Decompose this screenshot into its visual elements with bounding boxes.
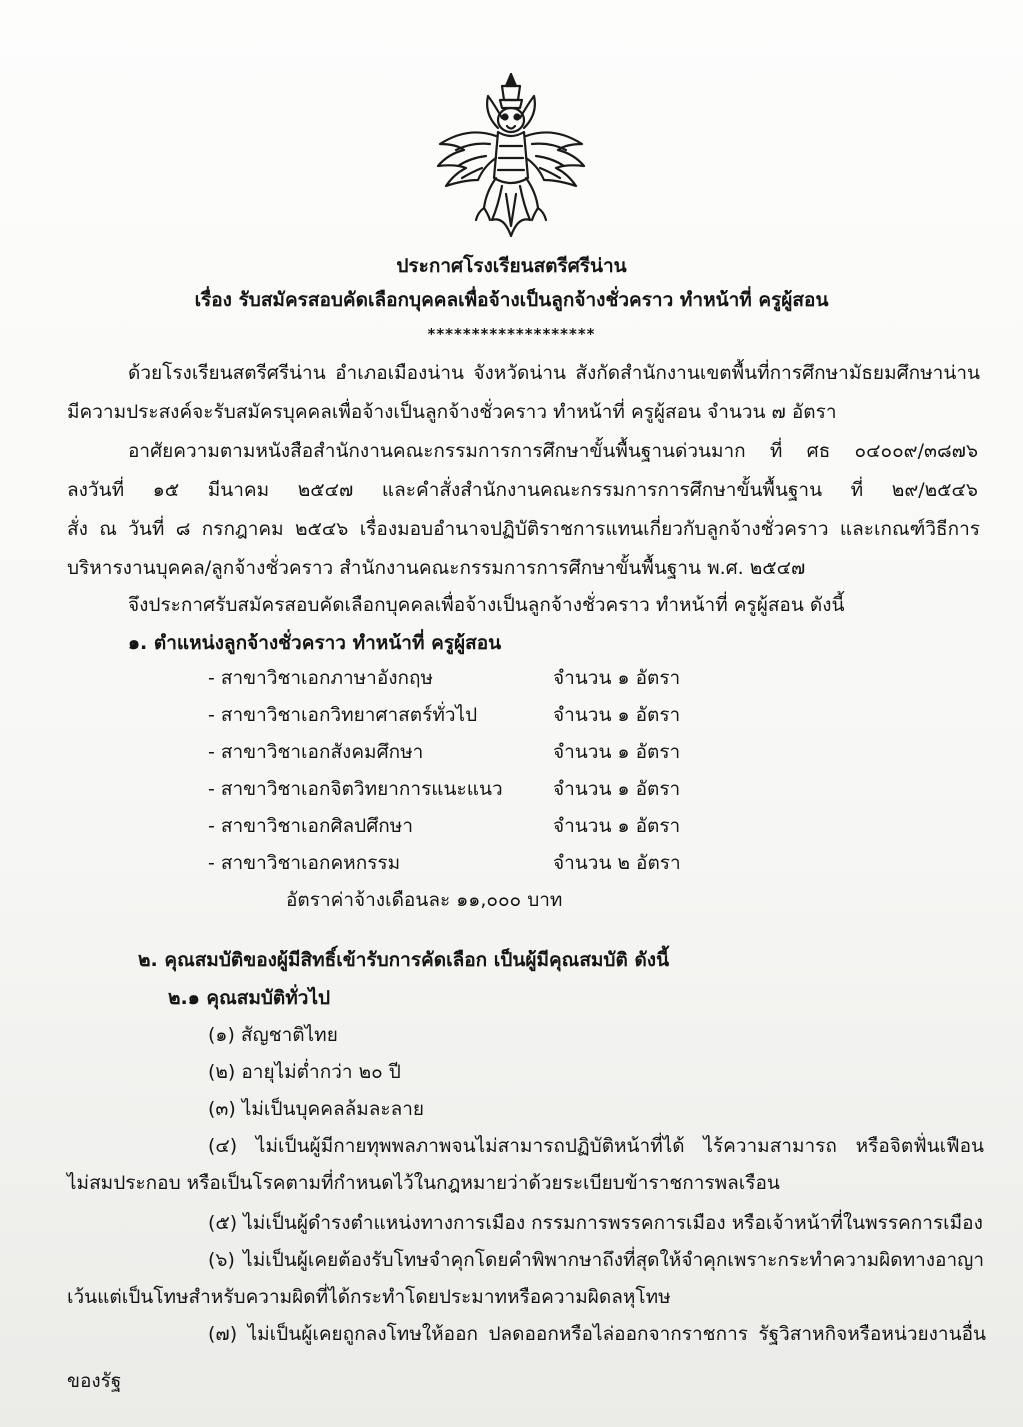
paragraph-2-line-4: บริหารงานบุคคล/ลูกจ้างชั่วคราว สำนักงานคณะกรรมการการศึกษาขั้นพื้นฐาน พ.ศ. ๒๕๔๗	[67, 557, 806, 579]
position-count: จำนวน ๑ อัตรา	[553, 778, 681, 800]
position-subject: - สาขาวิชาเอกสังคมศึกษา	[208, 741, 424, 763]
paragraph-2-line-2: ลงวันที่ ๑๕ มีนาคม ๒๕๔๗ และคำสั่งสำนักงานคณะกรรมการการศึกษาขั้นพื้นฐาน ที่ ๒๙/๒๕๔๖	[67, 479, 978, 501]
paragraph-2-line-1: อาศัยความตามหนังสือสำนักงานคณะกรรมการการศึกษาขั้นพื้นฐานด่วนมาก ที่ ศธ ๐๔๐๐๙/๓๘๗๖	[128, 440, 978, 462]
position-count: จำนวน ๑ อัตรา	[553, 741, 681, 763]
qualification-6-line-1: (๖) ไม่เป็นผู้เคยต้องรับโทษจำคุกโดยคำพิพากษาถึงที่สุดให้จำคุกเพราะกระทำความผิดทางอาญา	[208, 1249, 984, 1271]
section-2-heading: ๒. คุณสมบัติของผู้มีสิทธิ์เข้ารับการคัดเลือก เป็นผู้มีคุณสมบัติ ดังนี้	[138, 949, 670, 971]
paragraph-1-line-2: มีความประสงค์จะรับสมัครบุคคลเพื่อจ้างเป็นลูกจ้างชั่วคราว ทำหน้าที่ ครูผู้สอน จำนวน ๗ อัตรา	[67, 401, 837, 423]
garuda-emblem-icon	[432, 70, 590, 242]
salary-line: อัตราค่าจ้างเดือนละ ๑๑,๐๐๐ บาท	[286, 889, 563, 911]
qualification-2: (๒) อายุไม่ต่ำกว่า ๒๐ ปี	[208, 1061, 401, 1083]
announcement-subject: เรื่อง รับสมัครสอบคัดเลือกบุคคลเพื่อจ้างเป็นลูกจ้างชั่วคราว ทำหน้าที่ ครูผู้สอน	[194, 289, 829, 311]
qualification-6-line-2: เว้นแต่เป็นโทษสำหรับความผิดที่ได้กระทำโดยประมาทหรือความผิดลหุโทษ	[67, 1286, 671, 1308]
qualification-1: (๑) สัญชาติไทย	[208, 1024, 338, 1046]
qualification-7-line-1: (๗) ไม่เป็นผู้เคยถูกลงโทษให้ออก ปลดออกหรือไล่ออกจากราชการ รัฐวิสาหกิจหรือหน่วยงานอื่น	[208, 1323, 986, 1345]
paragraph-1-line-1: ด้วยโรงเรียนสตรีศรีน่าน อำเภอเมืองน่าน จังหวัดน่าน สังกัดสำนักงานเขตพื้นที่การศึกษามัธยมศึกษาน่าน	[128, 362, 980, 384]
position-count: จำนวน ๒ อัตรา	[553, 852, 681, 874]
position-subject: - สาขาวิชาเอกภาษาอังกฤษ	[208, 667, 434, 689]
position-subject: - สาขาวิชาเอกจิตวิทยาการแนะแนว	[208, 778, 503, 800]
position-subject: - สาขาวิชาเอกคหกรรม	[208, 852, 401, 874]
section-2-1-heading: ๒.๑ คุณสมบัติทั่วไป	[168, 987, 331, 1009]
qualification-3: (๓) ไม่เป็นบุคคลล้มละลาย	[208, 1098, 425, 1120]
position-subject: - สาขาวิชาเอกศิลปศึกษา	[208, 815, 413, 837]
qualification-7-line-2: ของรัฐ	[67, 1370, 122, 1392]
position-count: จำนวน ๑ อัตรา	[553, 667, 681, 689]
position-subject: - สาขาวิชาเอกวิทยาศาสตร์ทั่วไป	[208, 704, 478, 726]
announcement-title: ประกาศโรงเรียนสตรีศรีน่าน	[396, 255, 627, 277]
position-count: จำนวน ๑ อัตรา	[553, 704, 681, 726]
qualification-4-line-2: ไม่สมประกอบ หรือเป็นโรคตามที่กำหนดไว้ในกฎหมายว่าด้วยระเบียบข้าราชการพลเรือน	[67, 1172, 780, 1194]
header-divider: *******************	[427, 325, 596, 343]
qualification-4-line-1: (๔) ไม่เป็นผู้มีกายทุพพลภาพจนไม่สามารถปฏิบัติหน้าที่ได้ ไร้ความสามารถ หรือจิตฟั่นเฟือน	[208, 1135, 984, 1157]
paragraph-2-line-3: สั่ง ณ วันที่ ๘ กรกฎาคม ๒๕๔๖ เรื่องมอบอำนาจปฏิบัติราชการแทนเกี่ยวกับลูกจ้างชั่วคราว และเกณฑ์วิธีการ	[67, 518, 980, 540]
section-1-heading: ๑. ตำแหน่งลูกจ้างชั่วคราว ทำหน้าที่ ครูผู้สอน	[128, 632, 502, 654]
paragraph-3: จึงประกาศรับสมัครสอบคัดเลือกบุคคลเพื่อจ้างเป็นลูกจ้างชั่วคราว ทำหน้าที่ ครูผู้สอน ดังนี้	[128, 594, 845, 616]
position-count: จำนวน ๑ อัตรา	[553, 815, 681, 837]
qualification-5: (๕) ไม่เป็นผู้ดำรงตำแหน่งทางการเมือง กรรมการพรรคการเมือง หรือเจ้าหน้าที่ในพรรคการเมือง	[208, 1212, 983, 1234]
